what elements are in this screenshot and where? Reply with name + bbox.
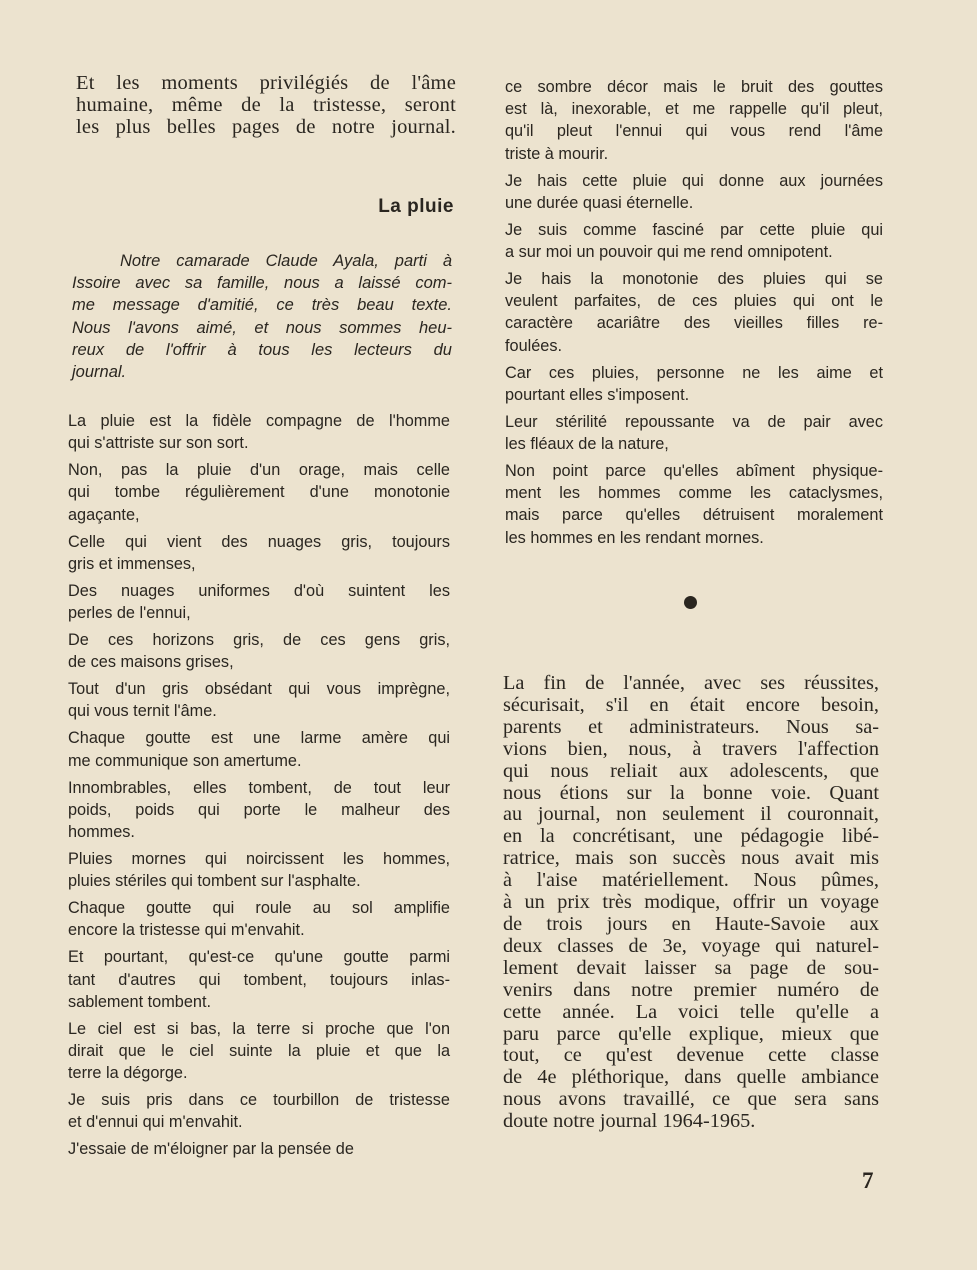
text-line: poids, poids qui porte le malheur des [68,800,450,819]
text-line: encore la tristesse qui m'envahit. [68,921,305,940]
poem-stanza [505,460,883,549]
text-line: qui vous ternit l'âme. [68,702,217,721]
text-line: Pluies mornes qui noircissent les hommes, [68,850,450,869]
text-line: humaine, même de la tristesse, seront [76,94,456,116]
text-line: ce sombre décor mais le bruit des gouttes [505,78,883,96]
text-line: tout, ce qu'est devenue cette classe [503,1044,879,1067]
text-line: triste à mourir. [505,144,609,163]
poem-stanza [68,410,450,454]
poem-column-right [505,76,883,554]
text-line: qui nous reliait aux adolescents, que [503,759,879,782]
text-line: au journal, non seulement il couronnait, [503,803,879,826]
poem-stanza [68,1018,450,1085]
text-line: doute notre journal 1964-1965. [503,1110,756,1133]
closing-paragraph [503,673,879,1133]
text-line: en la concrétisant, une pédagogie libé- [503,825,879,848]
text-line: terre la dégorge. [68,1064,188,1083]
text-line: Je hais la monotonie des pluies qui se [505,270,883,289]
text-line: reux de l'offrir à tous les lecteurs du [72,340,452,359]
text-line: Notre camarade Claude Ayala, parti à [120,252,452,270]
text-line: Je suis pris dans ce tourbillon de tristesse [68,1091,450,1110]
text-line: lement devait laisser sa page de sou- [503,956,879,979]
text-line: perles de l'ennui, [68,604,191,623]
poem-stanza [68,629,450,673]
text-line: Innombrables, elles tombent, de tout leur [68,778,450,797]
text-line: Car ces pluies, personne ne les aime et [505,363,883,382]
intro-paragraph [76,72,456,138]
text-line: caractère acariâtre des vieilles filles re- [505,314,883,333]
poem-stanza [68,459,450,526]
text-line: sablement tombent. [68,992,211,1011]
dedication-note [72,250,452,383]
text-line: ment les hommes comme les cataclysmes, [505,484,883,503]
text-line: gris et immenses, [68,554,196,573]
text-line: De ces horizons gris, de ces gens gris, [68,631,450,650]
text-line: me communique son amertume. [68,751,302,770]
poem-stanza [68,678,450,722]
poem-stanza [68,848,450,892]
text-line: Leur stérilité repoussante va de pair avec [505,412,883,431]
text-line: Le ciel est si bas, la terre si proche que l'on [68,1019,450,1038]
text-line: paru parce qu'elle explique, mieux que [503,1022,879,1045]
text-line: de 4e pléthorique, dans quelle ambiance [503,1066,879,1089]
text-line: pourtant elles s'imposent. [505,385,690,404]
text-line: Je hais cette pluie qui donne aux journées [505,171,883,190]
text-line: les plus belles pages de notre journal. [76,116,456,138]
text-line: La fin de l'année, avec ses réussites, [503,672,879,694]
text-line: de trois jours en Haute-Savoie aux [503,912,879,935]
poem-stanza [505,268,883,357]
text-line: Et pourtant, qu'est-ce qu'une goutte parmi [68,948,450,967]
poem-stanza [68,727,450,771]
poem-stanza [505,362,883,406]
text-line: dirait que le ciel suinte la pluie et que la [68,1042,450,1061]
text-line: Issoire avec sa famille, nous a laissé com- [72,274,452,293]
page-number: 7 [862,1168,874,1193]
poem-stanza [505,170,883,214]
text-line: à l'aise matériellement. Nous pûmes, [503,869,879,892]
text-line: a sur moi un pouvoir qui me rend omnipotent. [505,243,833,262]
text-line: veulent parfaites, de ces pluies qui ont le [505,292,883,311]
text-line: et d'ennui qui m'envahit. [68,1113,243,1132]
text-line: deux classes de 3e, voyage qui naturel- [503,934,879,957]
text-line: J'essaie de m'éloigner par la pensée de [68,1140,354,1159]
text-line: qui tombe régulièrement d'une monotonie [68,483,450,502]
text-line: venirs dans notre premier numéro de [503,978,879,1001]
text-line: est là, inexorable, et me rappelle qu'il pleut, [505,100,883,119]
poem-stanza [68,531,450,575]
poem-stanza [505,76,883,165]
text-line: mais parce qu'elles détruisent moralement [505,506,883,525]
text-line: une durée quasi éternelle. [505,193,694,212]
text-line: Des nuages uniformes d'où suintent les [68,581,450,600]
poem-title: La pluie [378,196,454,217]
text-line: parents et administrateurs. Nous sa- [503,715,879,738]
text-line: Nous l'avons aimé, et nous sommes heu- [72,318,452,337]
text-line: Non, pas la pluie d'un orage, mais celle [68,461,450,480]
text-line: foulées. [505,336,563,355]
text-line: qui s'attriste sur son sort. [68,434,249,453]
text-line: Chaque goutte est une larme amère qui [68,729,450,748]
text-line: les fléaux de la nature, [505,435,669,454]
text-line: les hommes en les rendant mornes. [505,528,764,547]
text-line: Celle qui vient des nuages gris, toujours [68,532,450,551]
text-line: cette année. La voici telle qu'elle a [503,1000,879,1023]
text-line: pluies stériles qui tombent sur l'asphalte. [68,872,361,891]
text-line: tant d'autres qui tombent, toujours inlas- [68,970,450,989]
poem-column-left [68,410,450,1165]
text-line: La pluie est la fidèle compagne de l'homme [68,412,450,430]
poem-stanza [68,580,450,624]
poem-stanza [68,897,450,941]
text-line: me message d'amitié, ce très beau texte. [72,296,452,315]
text-line: sécurisait, s'il en était encore besoin, [503,693,879,716]
text-line: journal. [72,363,127,382]
text-line: Je suis comme fasciné par cette pluie qui [505,220,883,239]
text-line: ratrice, mais son succès nous avait mis [503,847,879,870]
poem-stanza [505,411,883,455]
text-line: nous avons travaillé, ce que sera sans [503,1088,879,1111]
text-line: agaçante, [68,505,140,524]
poem-stanza [68,946,450,1013]
text-line: Tout d'un gris obsédant qui vous imprègne, [68,680,450,699]
text-line: Non point parce qu'elles abîment physique- [505,462,883,481]
poem-stanza [505,219,883,263]
text-line: Chaque goutte qui roule au sol amplifie [68,899,450,918]
poem-stanza [68,777,450,844]
poem-stanza [68,1138,450,1160]
text-line: vions bien, nous, à travers l'affection [503,737,879,760]
text-line: Et les moments privilégiés de l'âme [76,72,456,94]
text-line: hommes. [68,823,135,842]
text-line: nous étions sur la bonne voie. Quant [503,781,879,804]
section-separator-bullet [684,596,697,609]
poem-stanza [68,1089,450,1133]
text-line: qu'il pleut l'ennui qui vous rend l'âme [505,122,883,141]
text-line: de ces maisons grises, [68,653,234,672]
text-line: à un prix très modique, offrir un voyage [503,891,879,914]
